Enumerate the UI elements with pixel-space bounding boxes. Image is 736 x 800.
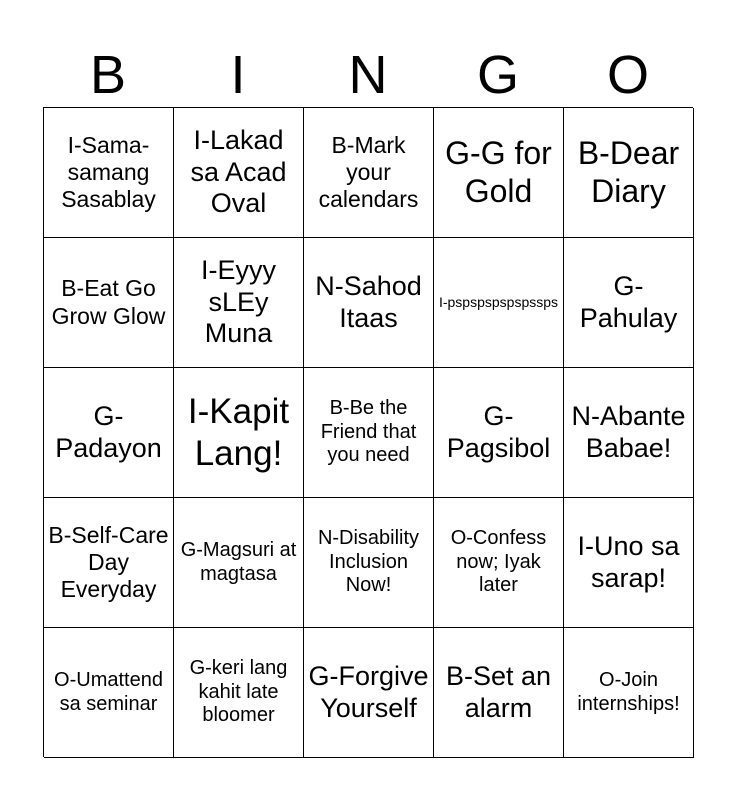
cell-text: G-Magsuri at magtasa bbox=[180, 538, 297, 585]
bingo-cell[interactable] bbox=[174, 108, 304, 238]
cell-text: G-Forgive Yourself bbox=[308, 660, 429, 723]
bingo-cell[interactable] bbox=[564, 108, 694, 238]
bingo-cell[interactable] bbox=[44, 368, 174, 498]
cell-text: G-Pahulay bbox=[579, 270, 678, 333]
cell-text: I-Eyyy sLEy Muna bbox=[200, 254, 276, 349]
cell-text: I-Uno sa sarap! bbox=[577, 530, 680, 593]
bingo-cell[interactable] bbox=[304, 238, 434, 368]
cell-text: N-Sahod Itaas bbox=[315, 270, 422, 333]
header-letter-g: G bbox=[476, 45, 519, 105]
bingo-cell[interactable] bbox=[44, 108, 174, 238]
bingo-cell[interactable] bbox=[174, 368, 304, 498]
bingo-cell[interactable] bbox=[564, 628, 694, 758]
bingo-cell[interactable] bbox=[434, 238, 564, 368]
cell-text: I-Sama-samang Sasablay bbox=[61, 131, 156, 213]
bingo-cell[interactable] bbox=[304, 108, 434, 238]
cell-text: B-Mark your calendars bbox=[318, 131, 419, 213]
cell-text: O-Confess now; Iyak later bbox=[450, 527, 547, 597]
bingo-cell[interactable] bbox=[434, 368, 564, 498]
bingo-cell[interactable] bbox=[564, 498, 694, 628]
cell-text: B-Eat Go Grow Glow bbox=[51, 275, 166, 329]
bingo-cell[interactable] bbox=[304, 498, 434, 628]
bingo-cell[interactable] bbox=[44, 238, 174, 368]
cell-text: G-Pagsibol bbox=[446, 400, 551, 463]
bingo-cell[interactable] bbox=[434, 498, 564, 628]
bingo-cell[interactable] bbox=[44, 498, 174, 628]
bingo-cell[interactable] bbox=[174, 498, 304, 628]
cell-text: I-Lakad sa Acad Oval bbox=[190, 124, 287, 219]
bingo-cell[interactable] bbox=[174, 238, 304, 368]
bingo-cell[interactable] bbox=[564, 368, 694, 498]
bingo-cell[interactable] bbox=[304, 628, 434, 758]
header-letter-b: B bbox=[89, 45, 127, 105]
bingo-cell[interactable] bbox=[434, 628, 564, 758]
cell-text: O-Umattend sa seminar bbox=[54, 668, 163, 715]
bingo-cell[interactable] bbox=[174, 628, 304, 758]
bingo-cell[interactable] bbox=[434, 108, 564, 238]
cell-text: N-Disability Inclusion Now! bbox=[317, 527, 420, 597]
header-letter-o: O bbox=[606, 45, 649, 105]
bingo-header bbox=[43, 42, 693, 108]
cell-text: N-Abante Babae! bbox=[571, 400, 686, 463]
header-letter-i: I bbox=[230, 45, 246, 105]
cell-text: B-Be the Friend that you need bbox=[320, 397, 417, 467]
cell-text: O-Join internships! bbox=[577, 668, 680, 715]
cell-text: I-pspspspspspssps bbox=[438, 294, 559, 311]
cell-text: B-Self-Care Day Everyday bbox=[48, 521, 169, 603]
cell-text: I-Kapit Lang! bbox=[187, 392, 290, 473]
cell-text: G-G for Gold bbox=[445, 134, 552, 209]
cell-text: G-keri lang kahit late bloomer bbox=[189, 657, 288, 727]
cell-text: G-Padayon bbox=[55, 400, 162, 463]
bingo-cell[interactable] bbox=[564, 238, 694, 368]
bingo-cell[interactable] bbox=[304, 368, 434, 498]
cell-text: B-Dear Diary bbox=[577, 134, 680, 209]
cell-text: B-Set an alarm bbox=[445, 660, 552, 723]
bingo-grid bbox=[43, 107, 693, 757]
header-letter-n: N bbox=[348, 45, 388, 105]
bingo-cell[interactable] bbox=[44, 628, 174, 758]
